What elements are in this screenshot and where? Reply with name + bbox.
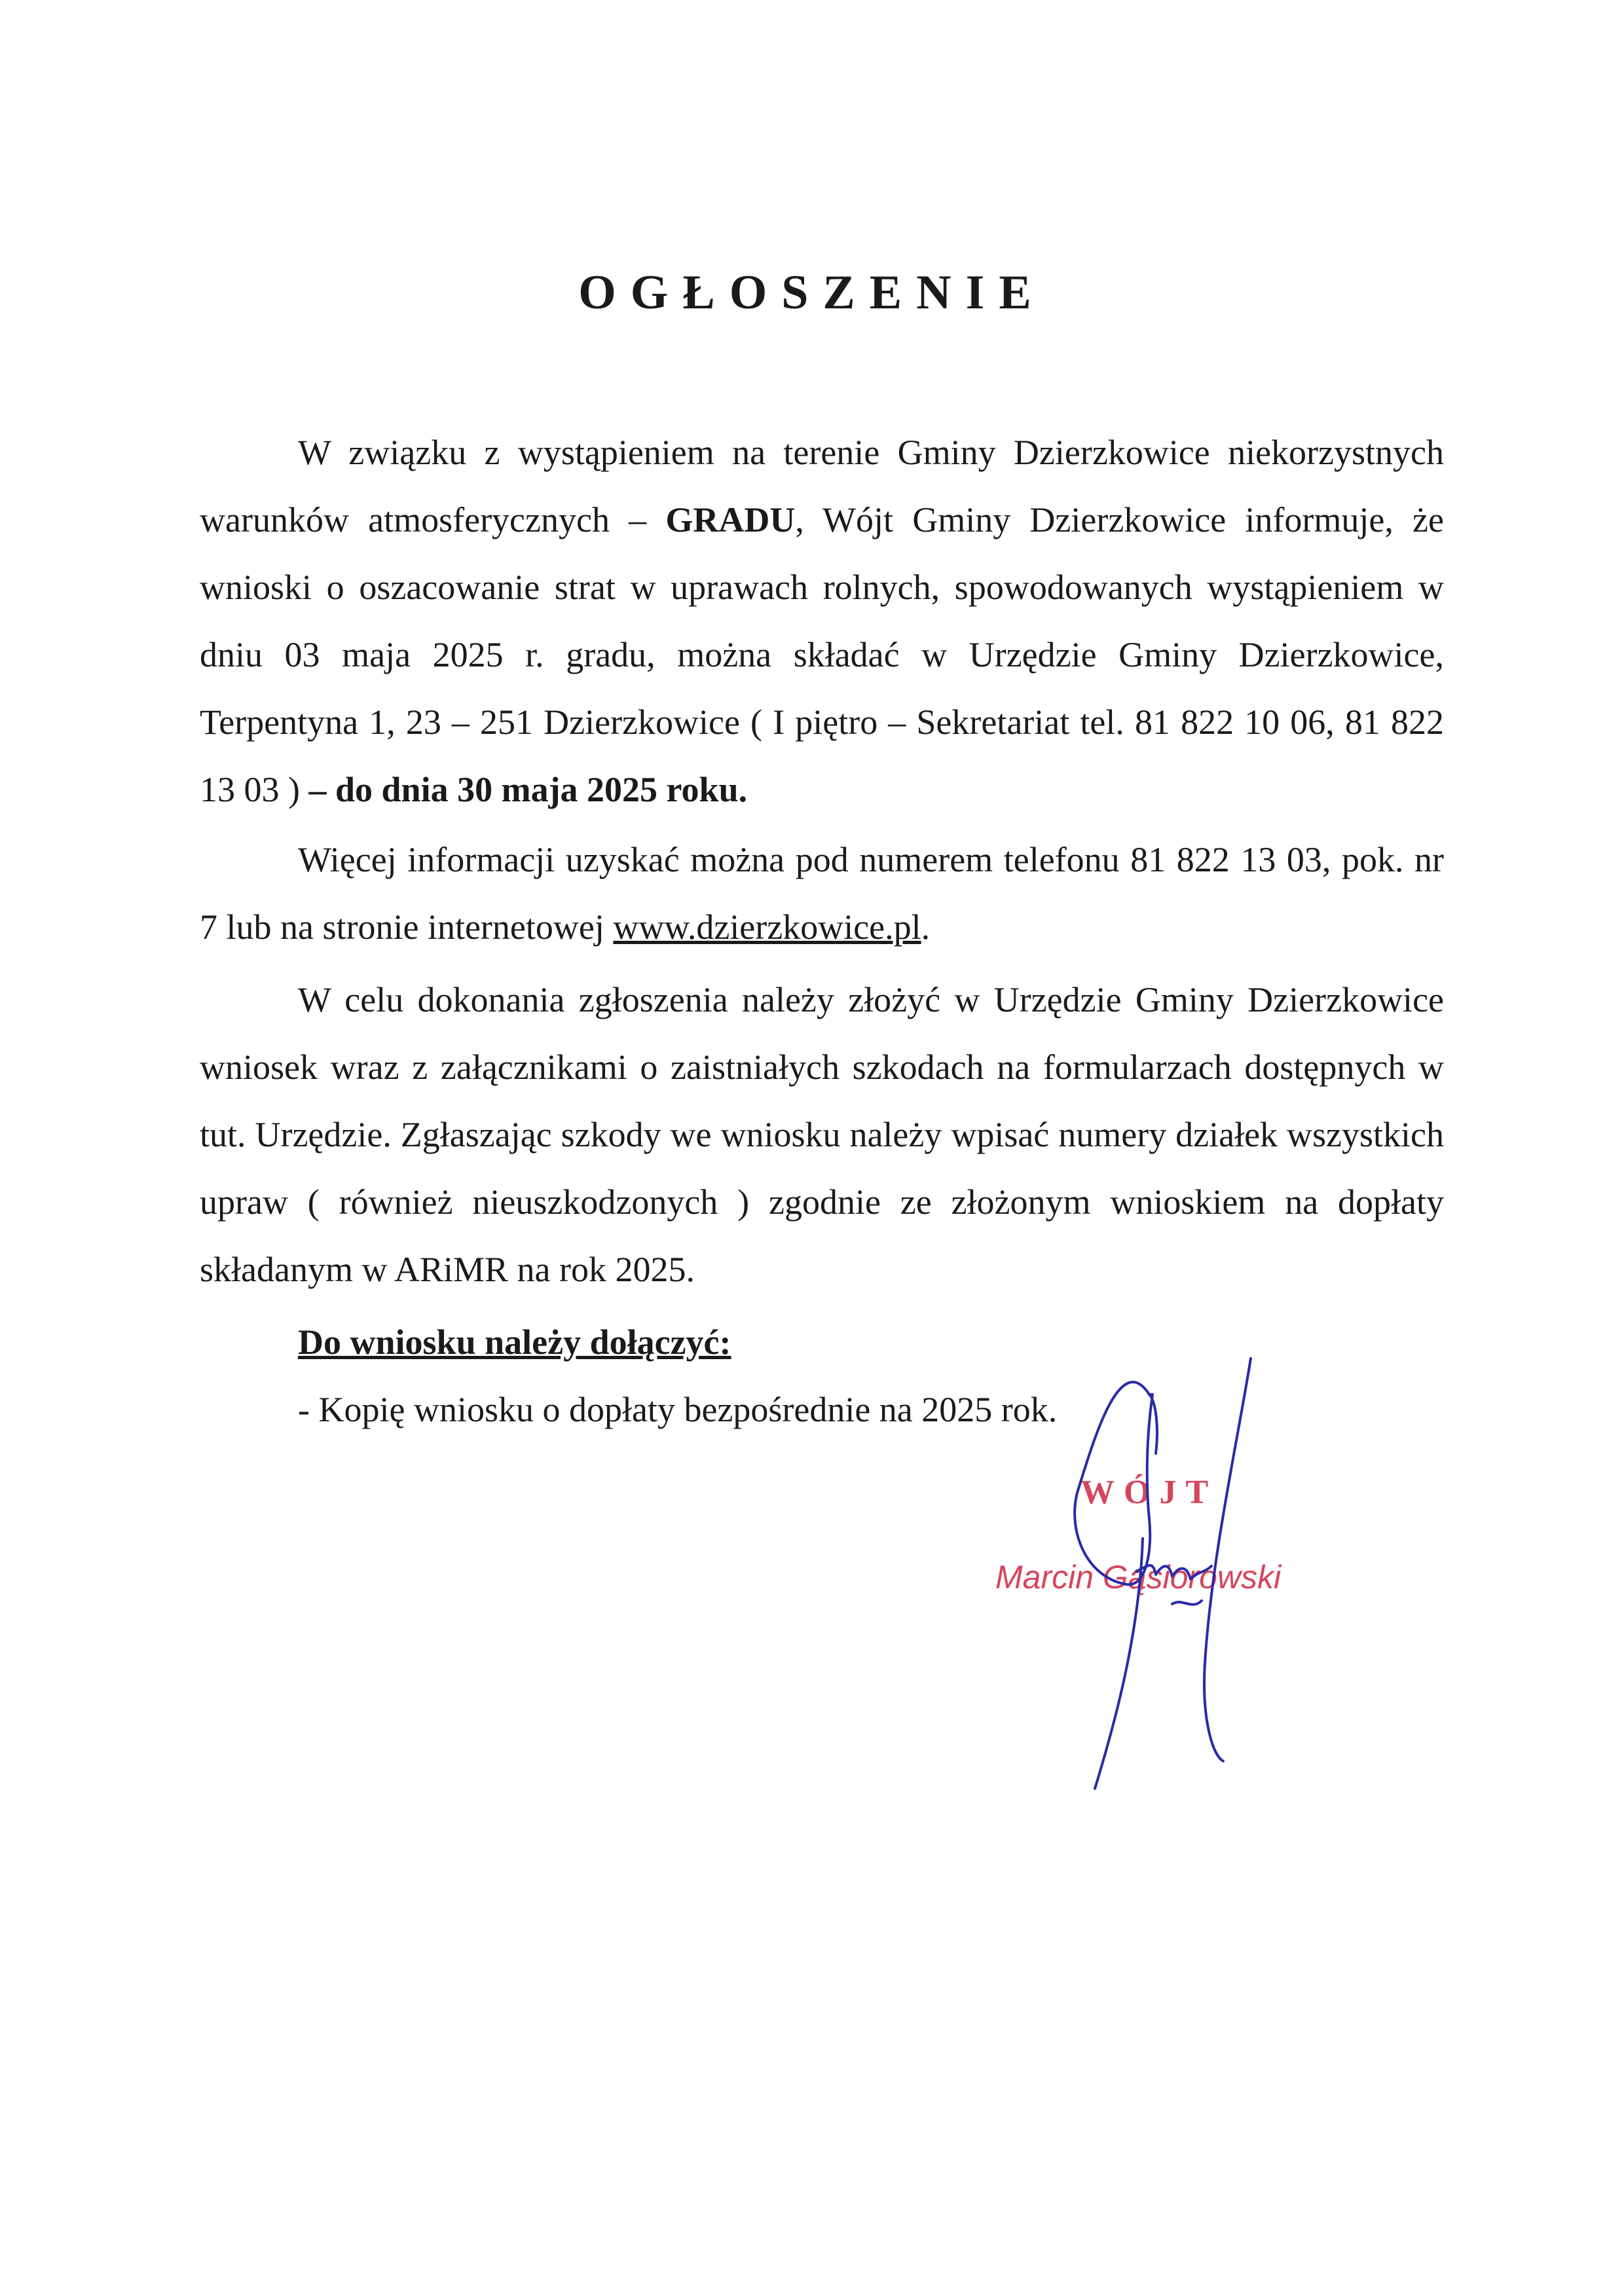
paragraph-3: W celu dokonania zgłoszenia należy złożyć w Urzędzie Gminy Dzierzkowice wniosek wraz z załącznikami o zaistniałych szkodach na formularzach dostępnych w tut. Urzędzie. Zgłaszając szkody we wniosku należy wpisać numery działek wszystkich upraw ( również nieuszkodzonych ) zgodnie ze złożonym wnioskiem na dopłaty składanym w ARiMR na rok 2025. (200, 980, 1444, 1289)
paragraph-1 (200, 419, 1444, 824)
document-title: OGŁOSZENIE (578, 266, 1046, 319)
website-link[interactable]: www.dzierzkowice.pl (613, 907, 921, 947)
announcement-body (200, 419, 1444, 1444)
deadline-emphasis: – do dnia 30 maja 2025 roku. (308, 770, 748, 809)
stamp-title: WÓJT (1080, 1474, 1218, 1511)
paragraph-2-text-a: Więcej informacji uzyskać można pod numerem telefonu 81 822 13 03, pok. nr 7 lub na stronie internetowej (200, 840, 1444, 947)
paragraph-2-text-b: . (921, 907, 931, 947)
handwritten-signature (1015, 1322, 1290, 1807)
paragraph-1-text-b: , Wójt Gminy Dzierzkowice informuje, że wnioski o oszacowanie strat w uprawach rolnych, spowodowanych wystąpieniem w dniu 03 maja 2025 r. gradu, można składać w Urzędzie Gminy Dzierzkowice, Terpentyna 1, 23 – 251 Dzierzkowice ( I piętro – Sekretariat tel. 81 822 10 06, 81 822 13 03 ) (200, 500, 1444, 809)
attachments-heading: Do wniosku należy dołączyć: (298, 1322, 731, 1362)
hail-emphasis: GRADU (665, 500, 796, 539)
paragraph-1-text-a: W związku z wystąpieniem na terenie Gminy Dzierzkowice niekorzystnych warunków atmosferycznych – (200, 433, 1444, 539)
attachment-item: - Kopię wniosku o dopłaty bezpośrednie na 2025 rok. (298, 1390, 1058, 1429)
paragraph-2 (200, 826, 1444, 961)
stamp-name: Marcin Gąsiorowski (995, 1559, 1282, 1595)
